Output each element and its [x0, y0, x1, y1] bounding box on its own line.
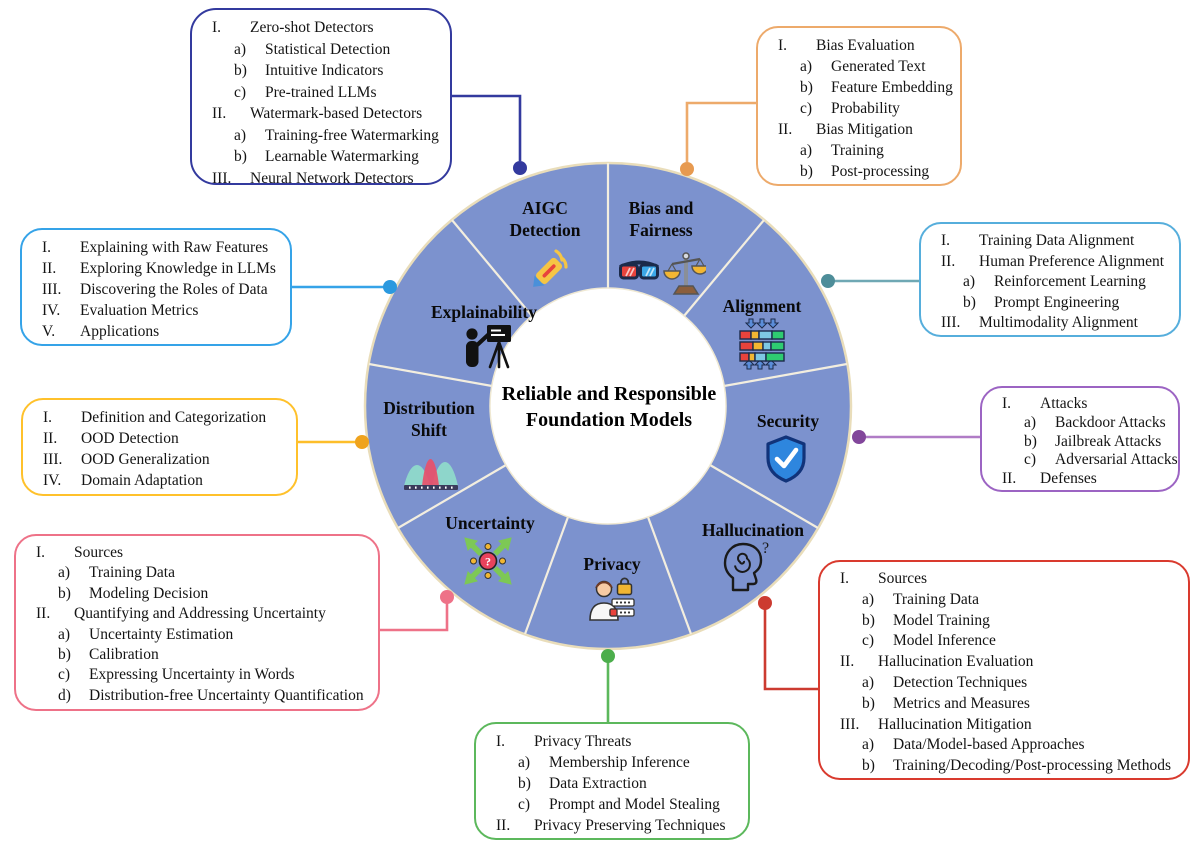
segment-label-uncertainty: Uncertainty [445, 513, 535, 533]
list-item-text: Privacy Threats [534, 733, 632, 750]
list-item-text: Sources [74, 544, 124, 561]
list-item-text: Statistical Detection [265, 40, 391, 58]
alignment-box [919, 222, 1181, 337]
question-arrows-icon [461, 534, 515, 588]
list-item-text: Explaining with Raw Features [80, 239, 269, 256]
list-item-text: Model Training [893, 611, 990, 629]
list-item-label: b) [234, 148, 247, 165]
list-item [927, 272, 1173, 293]
list-item [28, 258, 284, 279]
list-item [988, 470, 1172, 489]
list-item-text: Sources [878, 570, 928, 587]
list-item [826, 756, 1182, 777]
list-item-text: Definition and Categorization [81, 409, 267, 426]
list-item [22, 625, 372, 645]
diagram-title [470, 381, 748, 433]
list-item [22, 584, 372, 604]
list-item-label: V. [42, 323, 56, 340]
list-item-text: Backdoor Attacks [1055, 413, 1166, 431]
list-item [826, 590, 1182, 611]
list-item-text: Training Data [893, 590, 979, 608]
list-item-label: b) [862, 694, 875, 712]
list-item-label: a) [234, 126, 247, 144]
list-item-text: Evaluation Metrics [80, 302, 199, 319]
list-item-label: II. [36, 605, 51, 623]
list-item-label: III. [42, 281, 62, 298]
title-line-2: Foundation Models [525, 409, 693, 431]
shield-check-icon [763, 434, 809, 484]
list-item-text: Quantifying and Addressing Uncertainty [74, 605, 326, 623]
list-item [988, 451, 1178, 470]
list-item-label: a) [58, 625, 71, 643]
list-item [826, 735, 1182, 756]
list-item-label: II. [840, 653, 855, 671]
list-item-label: I. [496, 733, 506, 750]
list-item-label: a) [58, 564, 71, 582]
list-item-label: b) [862, 757, 875, 775]
list-item-text: Watermark-based Detectors [250, 105, 423, 122]
list-item [22, 563, 372, 583]
list-item [764, 35, 954, 56]
list-item [764, 98, 954, 119]
segment-label-privacy: Privacy [583, 554, 641, 574]
list-item [826, 652, 1182, 673]
list-item [826, 715, 1182, 736]
list-item-text: Attacks [1040, 395, 1088, 412]
segment-label-distribution-shift: Distribution Shift [383, 398, 475, 441]
list-item-label: b) [234, 62, 247, 79]
list-item-label: III. [212, 169, 232, 187]
list-item-text: Zero-shot Detectors [250, 19, 374, 36]
list-item-label: b) [1024, 432, 1037, 450]
list-item-label: II. [43, 430, 58, 447]
list-item [988, 414, 1172, 433]
list-item-text: Feature Embedding [831, 79, 953, 96]
list-item [198, 125, 444, 147]
list-item [28, 237, 284, 258]
list-item-text: Multimodality Alignment [979, 314, 1138, 331]
person-lock-icon [582, 574, 638, 626]
dot-bias [680, 162, 694, 176]
list-item-label: IV. [43, 472, 62, 489]
dot-aigc [513, 161, 527, 175]
list-item-label: c) [800, 100, 813, 117]
list-item-text: Uncertainty Estimation [89, 625, 234, 643]
list-item-label: II. [212, 105, 227, 122]
list-item-text: Calibration [89, 646, 159, 664]
segment-label-explainability: Explainability [430, 302, 537, 322]
list-item-label: I. [941, 232, 951, 249]
list-item-label: a) [800, 142, 813, 159]
list-item [927, 313, 1173, 334]
list-item-text: Hallucination Evaluation [878, 653, 1034, 671]
dot-security [852, 430, 866, 444]
list-item-text: OOD Generalization [81, 451, 210, 468]
hallucination-box [818, 560, 1190, 780]
list-item-label: I. [1002, 395, 1012, 412]
list-item-text: Discovering the Roles of Data [80, 281, 268, 298]
list-item-label: III. [43, 451, 63, 468]
list-item-text: Human Preference Alignment [979, 252, 1165, 270]
list-item [764, 119, 954, 140]
list-item-label: b) [800, 163, 813, 180]
list-item-text: Reinforcement Learning [994, 273, 1146, 290]
list-item-label: a) [518, 754, 531, 771]
bias-and-fairness-box [756, 26, 962, 186]
list-item [22, 665, 372, 685]
list-item-label: I. [43, 409, 53, 426]
dot-distribution [355, 435, 369, 449]
list-item-text: Domain Adaptation [81, 472, 203, 489]
list-item-text: Learnable Watermarking [265, 148, 419, 165]
list-item-text: Generated Text [831, 58, 926, 75]
list-item-text: Distribution-free Uncertainty Quantification [89, 686, 364, 704]
list-item [764, 161, 954, 182]
list-item [988, 433, 1172, 452]
list-item-label: c) [518, 796, 531, 813]
list-item [29, 428, 290, 449]
list-item [482, 773, 742, 794]
list-item [826, 569, 1182, 590]
list-item [826, 631, 1182, 652]
list-item-label: IV. [42, 302, 61, 319]
list-item [482, 731, 742, 752]
dot-hallucination [758, 596, 772, 610]
list-item-text: Pre-trained LLMs [265, 83, 377, 101]
list-item [764, 56, 954, 77]
segment-label-hallucination: Hallucination [701, 520, 805, 540]
security-box [980, 386, 1180, 492]
segment-label-security: Security [756, 411, 820, 431]
list-item [28, 279, 284, 300]
connector-uncertainty [377, 602, 447, 630]
uncertainty-box [14, 534, 380, 711]
list-item-text: Probability [831, 100, 900, 117]
list-item-label: I. [778, 37, 788, 54]
list-item-label: a) [234, 40, 247, 58]
connector-hallucination [765, 608, 818, 689]
list-item-text: Training-free Watermarking [265, 126, 439, 144]
list-item-text: Training [831, 142, 884, 159]
list-item-text: Jailbreak Attacks [1055, 432, 1162, 450]
list-item-text: Training Data [89, 564, 175, 582]
presenter-icon [461, 321, 515, 371]
list-item-text: Data Extraction [549, 775, 647, 792]
list-item [198, 60, 444, 82]
list-item [927, 252, 1173, 273]
list-item-text: Exploring Knowledge in LLMs [80, 260, 276, 277]
list-item [198, 168, 444, 190]
list-item-label: I. [840, 570, 850, 587]
list-item-text: Adversarial Attacks [1055, 451, 1178, 469]
list-item-text: Training Data Alignment [979, 232, 1135, 249]
list-item-label: c) [862, 632, 875, 650]
list-item-label: II. [941, 252, 956, 270]
distribution-curves-icon [402, 442, 460, 494]
list-item-text: Post-processing [831, 163, 930, 180]
list-item-text: Bias Evaluation [816, 37, 915, 54]
list-item-text: Prompt Engineering [994, 293, 1120, 311]
list-item-label: III. [840, 715, 860, 733]
privacy-box [474, 722, 750, 840]
list-item-label: c) [58, 666, 71, 684]
list-item-label: b) [963, 293, 976, 311]
list-item-text: Expressing Uncertainty in Words [89, 666, 295, 684]
connector-bias [687, 103, 758, 162]
list-item [764, 77, 954, 98]
list-item-label: b) [518, 775, 531, 792]
aigc-detection-box [190, 8, 452, 185]
list-item [22, 686, 372, 706]
list-item [988, 395, 1172, 414]
connector-aigc [450, 96, 520, 161]
list-item [198, 82, 444, 104]
explainability-box [20, 228, 292, 346]
svg-text:?: ? [762, 540, 770, 557]
list-item-label: a) [862, 590, 875, 608]
list-item-text: Prompt and Model Stealing [549, 796, 720, 813]
list-item-label: a) [862, 673, 875, 691]
dot-explainability [383, 280, 397, 294]
list-item-text: Detection Techniques [893, 673, 1028, 691]
list-item-text: OOD Detection [81, 430, 179, 447]
list-item [482, 794, 742, 815]
list-item [198, 146, 444, 168]
3d-glasses-and-scale-icon [618, 249, 706, 297]
list-item-text: Modeling Decision [89, 584, 209, 602]
list-item-text: Data/Model-based Approaches [893, 736, 1085, 754]
svg-text:?: ? [485, 554, 491, 569]
list-item-label: b) [58, 646, 71, 664]
list-item [29, 449, 290, 470]
list-item [198, 17, 444, 39]
list-item [22, 645, 372, 665]
dot-privacy [601, 649, 615, 663]
list-item-text: Metrics and Measures [893, 694, 1030, 712]
list-item-label: II. [42, 260, 57, 277]
dot-alignment [821, 274, 835, 288]
list-item-label: I. [212, 19, 222, 36]
list-item [29, 407, 290, 428]
head-spiral-icon [721, 539, 773, 593]
list-item-text: Membership Inference [549, 754, 690, 771]
dot-uncertainty [440, 590, 454, 604]
list-item [927, 231, 1173, 252]
list-item-label: II. [1002, 470, 1017, 488]
highlighter-icon [524, 244, 572, 292]
list-item-label: a) [963, 273, 976, 290]
list-item-text: Applications [80, 323, 160, 340]
list-item [482, 815, 742, 836]
list-item [826, 694, 1182, 715]
list-item-label: II. [778, 121, 793, 138]
list-item [482, 752, 742, 773]
list-item [29, 470, 290, 491]
list-item-label: I. [42, 239, 52, 256]
list-item [198, 103, 444, 125]
list-item-label: a) [800, 58, 813, 75]
list-item-label: a) [1024, 413, 1037, 431]
list-item [927, 293, 1173, 314]
list-item [28, 300, 284, 321]
list-item-label: c) [1024, 451, 1037, 469]
segment-label-aigc-detection: AIGC Detection [509, 198, 581, 241]
list-item-label: b) [800, 79, 813, 96]
list-item-label: a) [862, 736, 875, 754]
list-item-label: b) [58, 584, 71, 602]
list-item-label: d) [58, 686, 71, 704]
list-item-text: Training/Decoding/Post-processing Methods [893, 757, 1171, 775]
distribution-shift-box [21, 398, 298, 496]
list-item-text: Bias Mitigation [816, 121, 913, 138]
list-item-text: Intuitive Indicators [265, 62, 384, 79]
list-item-label: III. [941, 314, 961, 331]
list-item-label: b) [862, 611, 875, 629]
list-item-text: Defenses [1040, 470, 1097, 488]
list-item [22, 543, 372, 563]
list-item-label: II. [496, 817, 511, 834]
list-item [764, 140, 954, 161]
list-item-label: c) [234, 83, 247, 101]
list-item-label: I. [36, 544, 46, 561]
list-item [28, 321, 284, 342]
list-item [826, 611, 1182, 632]
title-line-1: Reliable and Responsible [501, 383, 717, 405]
list-item-text: Privacy Preserving Techniques [534, 817, 726, 834]
list-item-text: Neural Network Detectors [250, 169, 414, 187]
list-item-text: Hallucination Mitigation [878, 715, 1032, 733]
segment-label-alignment: Alignment [722, 296, 802, 316]
aligned-bars-icon [733, 317, 791, 371]
list-item [22, 604, 372, 624]
segment-label-bias-and-fairness: Bias and Fairness [628, 198, 694, 241]
list-item-text: Model Inference [893, 632, 996, 650]
list-item [198, 39, 444, 61]
list-item [826, 673, 1182, 694]
